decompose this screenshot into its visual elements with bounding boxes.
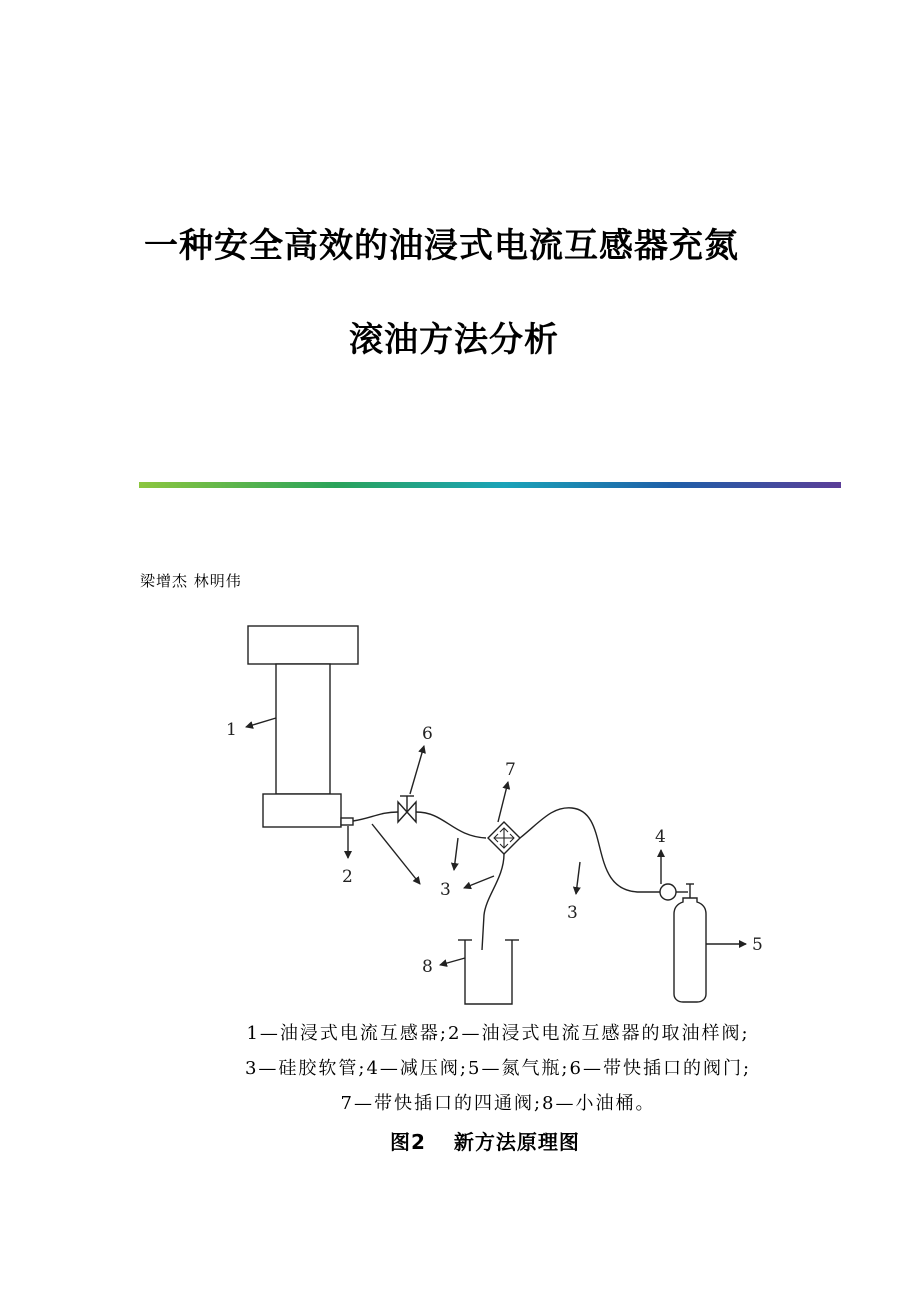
sampling-valve xyxy=(341,818,353,825)
legend-line-3: 7—带快插口的四通阀;8—小油桶。 xyxy=(340,1093,656,1114)
arrow-label-8 xyxy=(440,958,465,965)
transformer-column xyxy=(276,664,330,794)
principle-diagram xyxy=(0,600,920,1010)
label-1: 1 xyxy=(226,720,237,740)
hose-segment-b xyxy=(416,812,486,838)
arrow-label-1 xyxy=(246,718,276,727)
arrow-label-3a-left xyxy=(372,824,420,884)
pressure-reducer-icon xyxy=(660,884,676,900)
oil-bucket-icon xyxy=(465,940,512,1004)
label-3b: 3 xyxy=(567,903,578,923)
label-6: 6 xyxy=(422,724,433,744)
label-4: 4 xyxy=(655,827,666,847)
arrow-label-3a-mid xyxy=(454,838,458,870)
arrow-label-3a-right xyxy=(464,876,494,888)
transformer-top-box xyxy=(248,626,358,664)
caption-text: 新方法原理图 xyxy=(453,1130,580,1154)
hose-segment-c xyxy=(520,808,660,892)
arrow-label-3b xyxy=(576,862,580,894)
figure-caption xyxy=(390,1126,580,1155)
legend-line-2: 3—硅胶软管;4—减压阀;5—氮气瓶;6—带快插口的阀门; xyxy=(244,1058,752,1079)
arrow-label-6 xyxy=(410,746,424,794)
label-5: 5 xyxy=(752,935,763,955)
label-2: 2 xyxy=(342,867,353,887)
legend-line-1: 1—油浸式电流互感器;2—油浸式电流互感器的取油样阀; xyxy=(246,1023,750,1044)
label-3a: 3 xyxy=(440,880,451,900)
transformer-base xyxy=(263,794,341,827)
label-8: 8 xyxy=(422,957,433,977)
nitrogen-cylinder-icon xyxy=(674,898,706,1002)
caption-number: 图2 xyxy=(390,1130,426,1154)
hose-segment-a xyxy=(353,812,398,821)
hose-segment-d xyxy=(482,854,504,950)
document-title-line-2: 滚油方法分析 xyxy=(349,320,559,360)
label-7: 7 xyxy=(505,760,516,780)
authors: 梁增杰 林明伟 xyxy=(140,572,242,590)
document-title-line-1: 一种安全高效的油浸式电流互感器充氮 xyxy=(144,226,739,266)
arrow-label-7 xyxy=(498,782,508,822)
gradient-divider xyxy=(139,482,841,488)
